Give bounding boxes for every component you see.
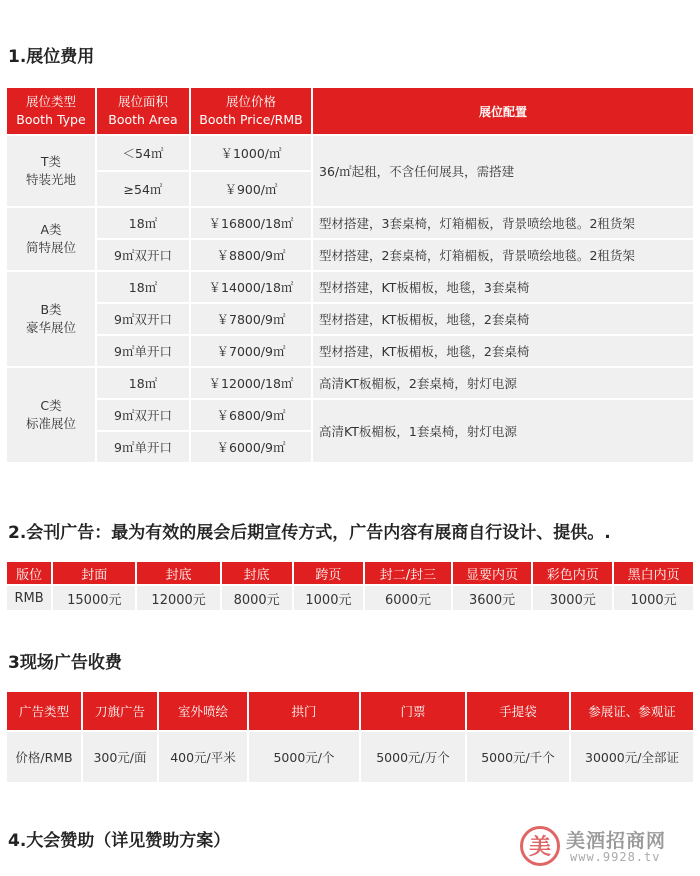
header-booth-area: 展位面积 Booth Area — [97, 88, 189, 134]
header-cell: 室外喷绘 — [159, 692, 247, 730]
booth-config-cell: 型材搭建，KT板楣板，地毯，2套桌椅 — [313, 336, 693, 366]
header-cell: 彩色内页 — [533, 562, 612, 584]
table-row — [7, 304, 693, 334]
booth-price-cell: ￥900/㎡ — [191, 172, 311, 206]
booth-area-cell: ＜54㎡ — [97, 136, 189, 170]
booth-area-cell: 9㎡单开口 — [97, 336, 189, 366]
header-cell: 参展证、参观证 — [571, 692, 693, 730]
section-3-title: 3现场广告收费 — [8, 653, 122, 673]
booth-area-cell: 9㎡双开口 — [97, 240, 189, 270]
booth-config-cell: 型材搭建，KT板楣板，地毯，2套桌椅 — [313, 304, 693, 334]
header-cell: 刀旗广告 — [83, 692, 157, 730]
booth-price-cell: ￥16800/18㎡ — [191, 208, 311, 238]
table-row — [7, 732, 693, 782]
table-header-row — [7, 88, 693, 134]
header-booth-type: 展位类型 Booth Type — [7, 88, 95, 134]
booth-type-cell: C类 标准展位 — [7, 368, 95, 462]
section-4-title: 4.大会赞助（详见赞助方案） — [8, 831, 231, 851]
header-cell: 手提袋 — [467, 692, 569, 730]
table-row — [7, 272, 693, 302]
table-row — [7, 136, 693, 170]
booth-config-cell: 型材搭建，KT板楣板，地毯，3套桌椅 — [313, 272, 693, 302]
header-booth-config: 展位配置 — [313, 88, 693, 134]
booth-price-cell: ￥6000/9㎡ — [191, 432, 311, 462]
booth-area-cell: 9㎡单开口 — [97, 432, 189, 462]
header-cell: 封面 — [53, 562, 135, 584]
header-cell: 黑白内页 — [614, 562, 693, 584]
booth-area-cell: 18㎡ — [97, 272, 189, 302]
booth-area-cell: 9㎡双开口 — [97, 304, 189, 334]
value-cell: 30000元/全部证 — [571, 732, 693, 782]
booth-price-cell: ￥6800/9㎡ — [191, 400, 311, 430]
table-row — [7, 586, 693, 610]
section-1-title: 1.展位费用 — [8, 47, 95, 67]
booth-config-cell: 型材搭建，3套桌椅，灯箱楣板，背景喷绘地毯。2租货架 — [313, 208, 693, 238]
value-cell: 5000元/千个 — [467, 732, 569, 782]
table-row — [7, 240, 693, 270]
booth-config-cell: 高清KT板楣板，2套桌椅，射灯电源 — [313, 368, 693, 398]
section-2-title: 2.会刊广告：最为有效的展会后期宣传方式，广告内容有展商自行设计、提供。. — [8, 523, 611, 543]
booth-price-cell: ￥8800/9㎡ — [191, 240, 311, 270]
header-cell: 版位 — [7, 562, 51, 584]
booth-type-cell: B类 豪华展位 — [7, 272, 95, 366]
booth-area-cell: ≥54㎡ — [97, 172, 189, 206]
table-row — [7, 336, 693, 366]
value-cell: 1000元 — [294, 586, 364, 610]
watermark-url: www.9928.tv — [570, 850, 661, 864]
booth-area-cell: 18㎡ — [97, 368, 189, 398]
booth-config-cell: 36/㎡起租，不含任何展具，需搭建 — [313, 136, 693, 206]
watermark — [518, 824, 690, 868]
value-cell: RMB — [7, 586, 51, 610]
booth-area-cell: 9㎡双开口 — [97, 400, 189, 430]
value-cell: 3000元 — [533, 586, 612, 610]
header-cell: 显要内页 — [453, 562, 532, 584]
header-cell: 封二/封三 — [365, 562, 450, 584]
value-cell: 1000元 — [614, 586, 693, 610]
header-booth-price: 展位价格 Booth Price/RMB — [191, 88, 311, 134]
header-cell: 封底 — [137, 562, 219, 584]
header-cell: 门票 — [361, 692, 465, 730]
table-header-row — [7, 562, 693, 584]
booth-price-cell: ￥7000/9㎡ — [191, 336, 311, 366]
booth-price-cell: ￥12000/18㎡ — [191, 368, 311, 398]
table-row — [7, 368, 693, 398]
value-cell: 15000元 — [53, 586, 135, 610]
booth-fee-table — [5, 86, 695, 464]
booth-area-cell: 18㎡ — [97, 208, 189, 238]
header-cell: 拱门 — [249, 692, 359, 730]
value-cell: 8000元 — [222, 586, 292, 610]
value-cell: 400元/平米 — [159, 732, 247, 782]
booth-price-cell: ￥14000/18㎡ — [191, 272, 311, 302]
value-cell: 5000元/个 — [249, 732, 359, 782]
header-cell: 广告类型 — [7, 692, 81, 730]
catalog-ad-table — [5, 560, 695, 612]
booth-price-cell: ￥1000/㎡ — [191, 136, 311, 170]
table-header-row — [7, 692, 693, 730]
watermark-name: 美酒招商网 — [566, 830, 667, 852]
booth-type-cell: A类 简特展位 — [7, 208, 95, 270]
header-cell: 封底 — [222, 562, 292, 584]
value-cell: 6000元 — [365, 586, 450, 610]
booth-price-cell: ￥7800/9㎡ — [191, 304, 311, 334]
value-cell: 3600元 — [453, 586, 532, 610]
booth-config-cell: 高清KT板楣板，1套桌椅，射灯电源 — [313, 400, 693, 462]
value-cell: 5000元/万个 — [361, 732, 465, 782]
value-cell: 12000元 — [137, 586, 219, 610]
onsite-ad-table — [5, 690, 695, 784]
table-row — [7, 208, 693, 238]
booth-config-cell: 型材搭建，2套桌椅，灯箱楣板，背景喷绘地毯。2租货架 — [313, 240, 693, 270]
table-row — [7, 400, 693, 430]
value-cell: 价格/RMB — [7, 732, 81, 782]
value-cell: 300元/面 — [83, 732, 157, 782]
header-cell: 跨页 — [294, 562, 364, 584]
watermark-logo-icon: 美 — [520, 826, 560, 866]
booth-type-cell: T类 特装光地 — [7, 136, 95, 206]
